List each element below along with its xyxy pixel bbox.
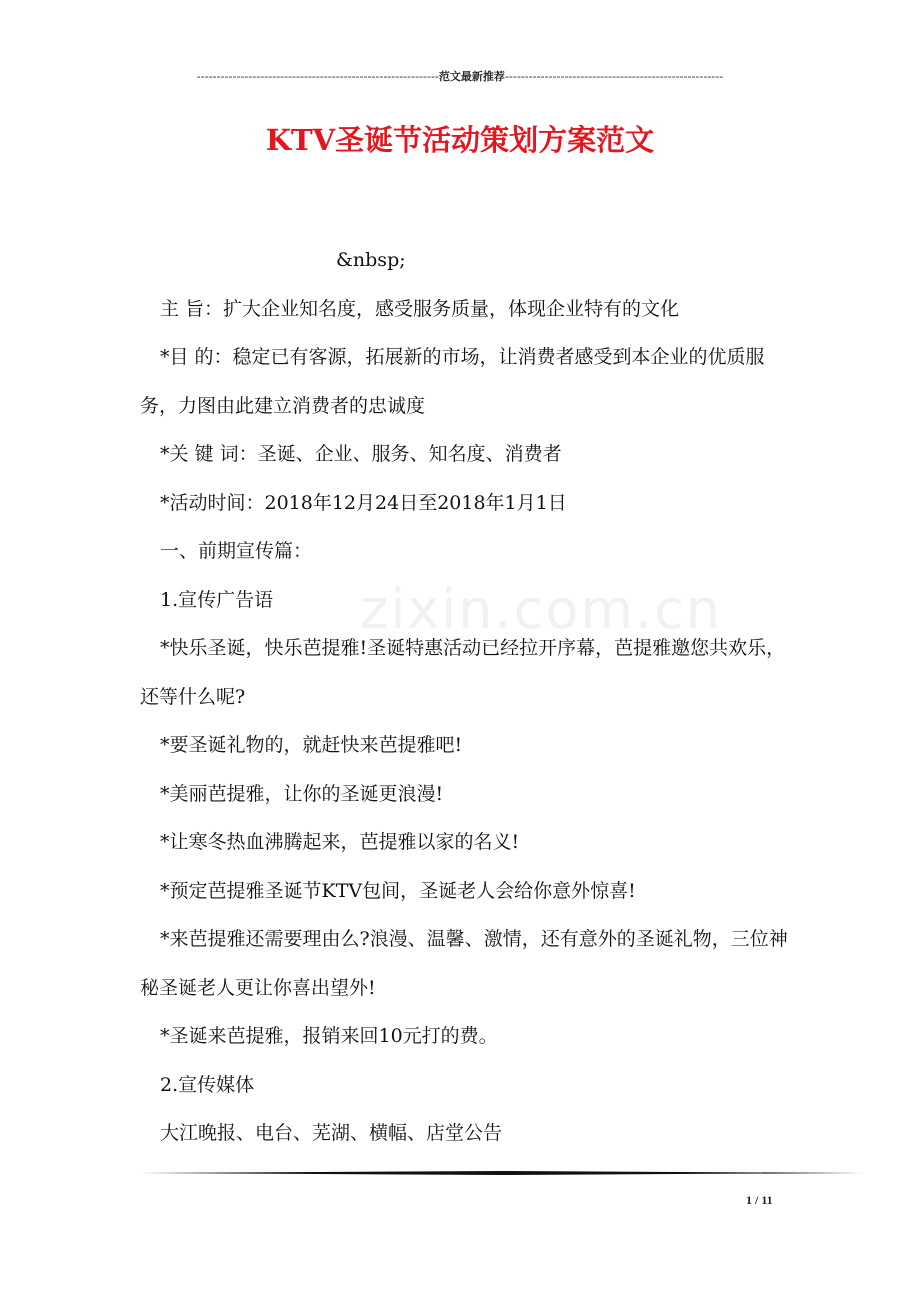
- header-label: 范文最新推荐: [438, 70, 505, 83]
- paragraph-purpose: 主 旨：扩大企业知名度，感受服务质量，体现企业特有的文化: [160, 297, 680, 320]
- page-number: 1 / 11: [746, 1193, 773, 1207]
- slogan-item: *快乐圣诞，快乐芭提雅!圣诞特惠活动已经拉开序幕，芭提雅邀您共欢乐，还等什么呢?: [140, 637, 786, 708]
- paragraph-nbsp: &nbsp;: [336, 249, 406, 271]
- slogan-item: *预定芭提雅圣诞节KTV包间，圣诞老人会给你意外惊喜!: [160, 879, 636, 902]
- document-body: [140, 236, 790, 1158]
- paragraph-goal: *目 的：稳定已有客源，拓展新的市场，让消费者感受到本企业的优质服务，力图由此建立消费者的忠诚度: [140, 346, 765, 417]
- subheading-slogans: 1.宣传广告语: [160, 588, 274, 611]
- paragraph-media-list: 大江晚报、电台、芜湖、横幅、店堂公告: [160, 1122, 503, 1144]
- slogan-item: *来芭提雅还需要理由么?浪漫、温馨、激情，还有意外的圣诞礼物，三位神秘圣诞老人更让你喜出望外!: [140, 928, 788, 999]
- watermark: zixin.com.cn: [360, 578, 723, 641]
- slogan-item: *圣诞来芭提雅，报销来回10元打的费。: [160, 1025, 498, 1047]
- header-dashes-right: -------------------------------------------------------: [504, 70, 724, 83]
- page-header: [140, 68, 780, 84]
- footer-rule: [140, 1171, 864, 1175]
- document-title: KTV圣诞节活动策划方案范文: [265, 123, 655, 157]
- section-heading-promotion: 一、前期宣传篇：: [160, 540, 313, 562]
- slogan-item: *让寒冬热血沸腾起来，芭提雅以家的名义!: [160, 831, 520, 853]
- header-dashes-left: -------------------------------------------------------------: [196, 70, 439, 83]
- slogan-item: *要圣诞礼物的，就赶快来芭提雅吧!: [160, 734, 463, 756]
- paragraph-keywords: *关 键 词：圣诞、企业、服务、知名度、消费者: [160, 443, 562, 465]
- subheading-media: 2.宣传媒体: [160, 1073, 255, 1096]
- paragraph-activity-time: *活动时间：2018年12月24日至2018年1月1日: [160, 491, 567, 514]
- slogan-item: *美丽芭提雅，让你的圣诞更浪漫!: [160, 782, 444, 805]
